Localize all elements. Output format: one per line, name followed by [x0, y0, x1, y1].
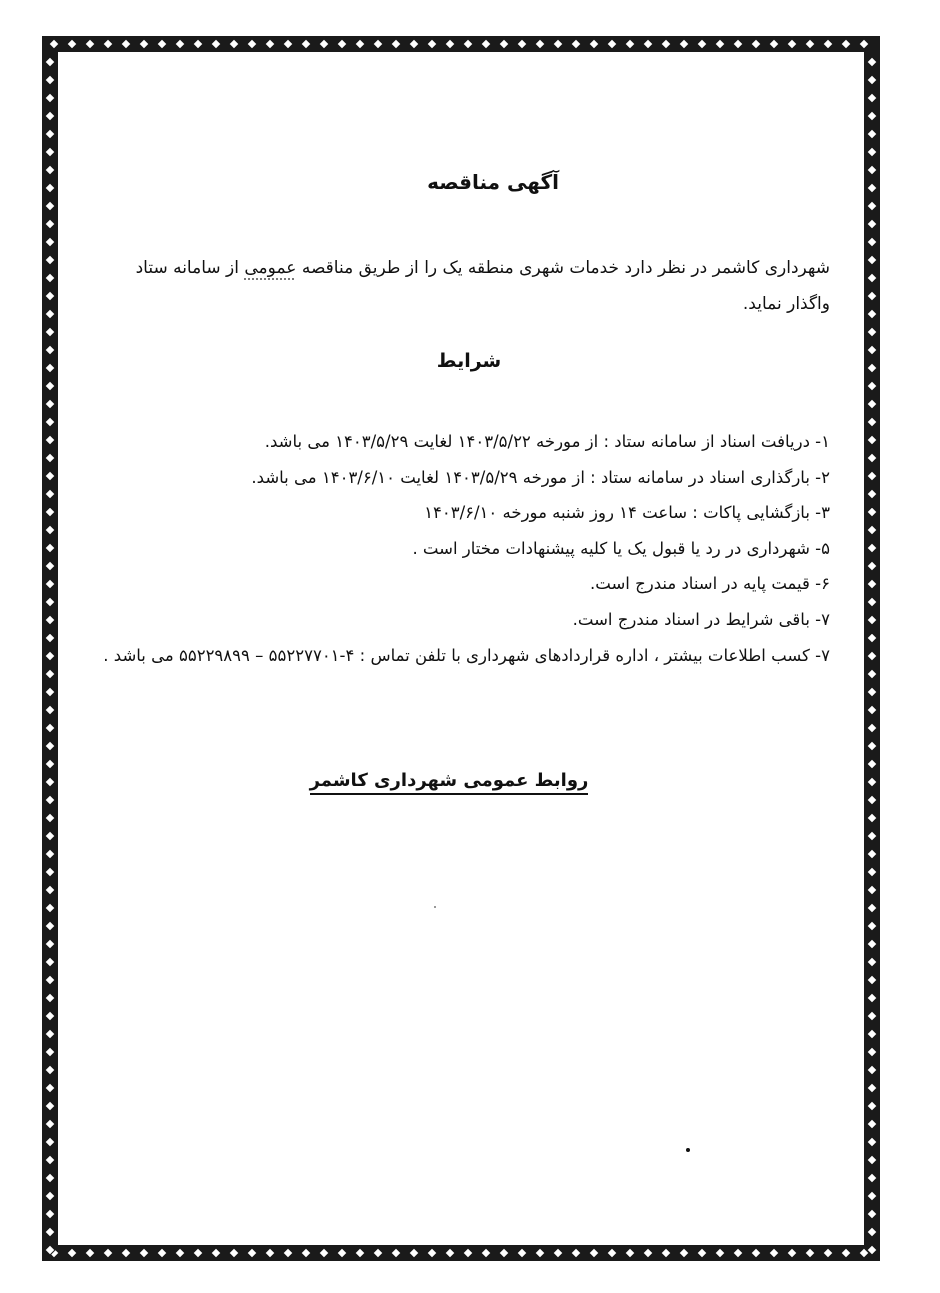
- scan-dot: [686, 1148, 690, 1152]
- condition-item: ۲- بارگذاری اسناد در سامانه ستاد : از مورخه ۱۴۰۳/۵/۲۹ لغایت ۱۴۰۳/۶/۱۰ می باشد.: [251, 467, 830, 487]
- condition-item: ۶- قیمت پایه در اسناد مندرج است.: [590, 574, 830, 593]
- intro-text-underlined: عمومی: [244, 258, 297, 278]
- notice-intro: [90, 250, 830, 322]
- condition-item: ۳- بازگشایی پاکات : ساعت ۱۴ روز شنبه مورخه ۱۴۰۳/۶/۱۰: [424, 503, 830, 522]
- intro-text-after: از سامانه ستاد واگذار نماید.: [135, 258, 830, 314]
- condition-item: ۱- دریافت اسناد از سامانه ستاد : از مورخه ۱۴۰۳/۵/۲۲ لغایت ۱۴۰۳/۵/۲۹ می باشد.: [264, 432, 830, 451]
- conditions-title: شرایط: [436, 350, 502, 372]
- condition-item: ۵- شهرداری در رد یا قبول یک یا کلیه پیشنهادات مختار است .: [412, 538, 830, 558]
- signature: [80, 770, 830, 791]
- condition-item: ۷- باقی شرایط در اسناد مندرج است.: [572, 609, 830, 629]
- condition-item: ۷- کسب اطلاعات بیشتر ، اداره قراردادهای شهرداری با تلفن تماس : ۴-۵۵۲۲۷۷۰۱ – ۵۵۲۲۹۸۹۹ می باشد .: [103, 646, 830, 665]
- scan-speck: [434, 906, 436, 908]
- signature-text: روابط عمومی شهرداری کاشمر: [310, 770, 589, 795]
- notice-title: آگهی مناقصه: [427, 170, 559, 194]
- conditions-list: [90, 424, 830, 674]
- intro-text-before: شهرداری کاشمر در نظر دارد خدمات شهری منطقه یک را از طریق مناقصه: [296, 258, 830, 278]
